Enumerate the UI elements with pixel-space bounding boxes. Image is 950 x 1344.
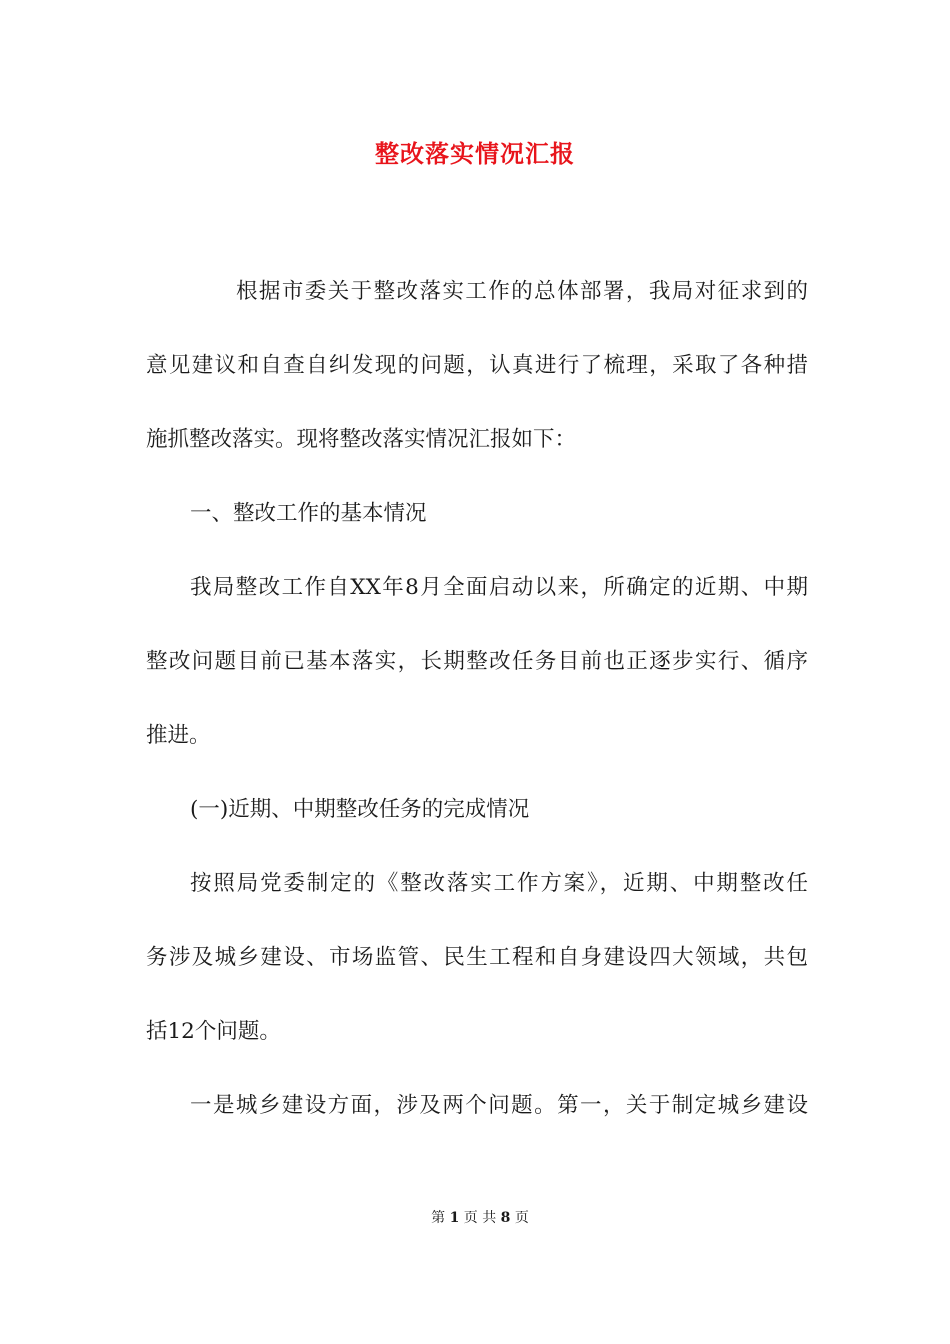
paragraph-line-1: 根据市委关于整改落实工作的总体部署，我局对征求到的 [236, 279, 808, 304]
subsection-heading-1: (一)近期、中期整改任务的完成情况 [190, 797, 530, 822]
footer-total-pages: 8 [500, 1210, 511, 1226]
paragraph-line-7: 按照局党委制定的《整改落实工作方案》，近期、中期整改任 [190, 871, 808, 896]
page-footer [0, 1208, 950, 1228]
section-heading-1: 一、整改工作的基本情况 [190, 501, 427, 526]
document-title: 整改落实情况汇报 [375, 139, 575, 168]
paragraph-line-8: 务涉及城乡建设、市场监管、民生工程和自身建设四大领域，共包 [146, 945, 808, 970]
footer-suffix: 页 [514, 1210, 529, 1226]
paragraph-line-5: 整改问题目前已基本落实，长期整改任务目前也正逐步实行、循序 [146, 649, 808, 674]
paragraph-line-10: 一是城乡建设方面，涉及两个问题。第一，关于制定城乡建设 [190, 1093, 808, 1118]
paragraph-line-3: 施抓整改落实。现将整改落实情况汇报如下： [146, 427, 577, 452]
footer-middle: 页 共 [463, 1210, 497, 1226]
paragraph-line-9: 括12个问题。 [146, 1019, 281, 1044]
footer-prefix: 第 [431, 1210, 446, 1226]
paragraph-line-4: 我局整改工作自XX年8月全面启动以来，所确定的近期、中期 [190, 575, 808, 600]
paragraph-line-6: 推进。 [146, 723, 211, 748]
footer-current-page: 1 [449, 1210, 460, 1226]
paragraph-line-2: 意见建议和自查自纠发现的问题，认真进行了梳理，采取了各种措 [146, 353, 808, 378]
